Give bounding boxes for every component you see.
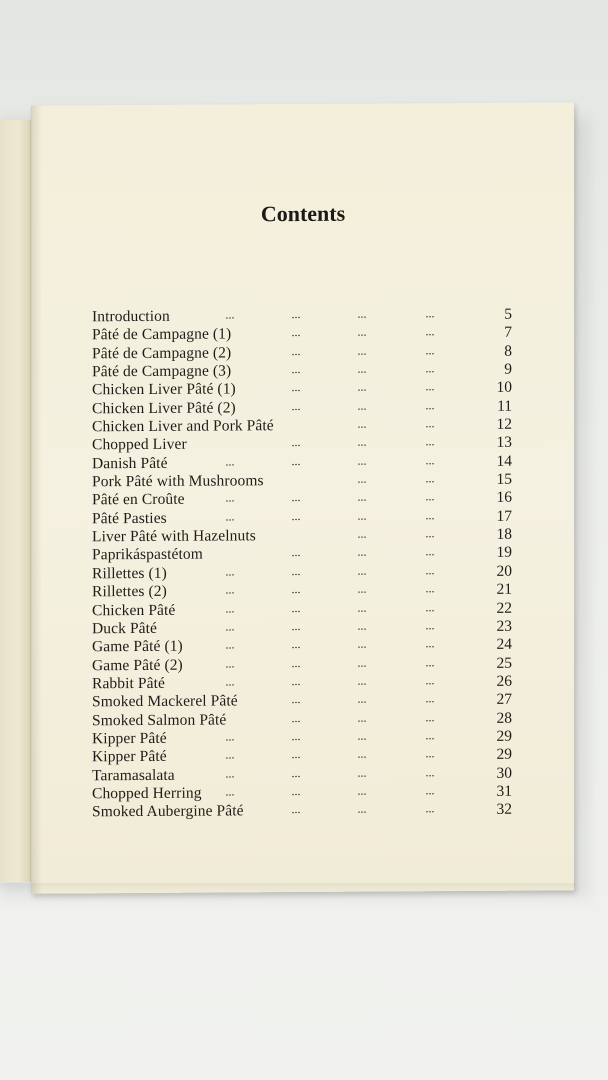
toc-leader-dots: ... [425,324,435,339]
toc-entry-title: Smoked Salmon Pâté [92,711,227,729]
toc-leader-dots: ... [225,766,235,781]
toc-leader-dots: ... [357,710,367,725]
toc-entry-page-number: 18 [496,525,512,543]
toc-leader-dots: ... [425,728,435,743]
toc-entry-page-number: 10 [496,379,512,397]
toc-entry-title: Game Pâté (1) [92,637,183,656]
toc-entry-title: Chopped Herring [92,784,202,803]
toc-leader-dots: ... [225,637,235,652]
toc-entry-page-number: 7 [504,324,512,342]
toc-leader-dots: ... [291,710,301,725]
toc-leader-dots: ... [357,435,367,450]
toc-entry-page-number: 32 [496,801,512,819]
contents-page [31,102,574,893]
toc-entry-page-number: 28 [496,709,512,727]
toc-leader-dots: ... [425,563,435,578]
toc-leader-dots: ... [357,801,367,816]
toc-leader-dots: ... [357,471,367,486]
toc-leader-dots: ... [291,600,301,615]
toc-leader-dots: ... [425,489,435,504]
page-bottom-edge [0,883,575,893]
toc-entry-title: Kipper Pâté [92,748,167,766]
toc-entry-title: Pâté de Campagne (1) [92,325,232,344]
toc-leader-dots: ... [425,342,435,357]
toc-leader-dots: ... [425,379,435,394]
toc-leader-dots: ... [291,380,301,395]
toc-entry-page-number: 23 [496,617,512,635]
toc-entry-page-number: 17 [496,507,512,525]
toc-leader-dots: ... [425,709,435,724]
toc-entry-title: Paprikáspastétom [92,546,203,564]
toc-leader-dots: ... [357,783,367,798]
toc-entry-page-number: 26 [496,672,512,690]
toc-entry-page-number: 11 [497,397,512,415]
toc-leader-dots: ... [225,509,235,524]
toc-leader-dots: ... [357,343,367,358]
toc-leader-dots: ... [357,673,367,688]
toc-leader-dots: ... [291,325,301,340]
toc-leader-dots: ... [357,691,367,706]
toc-entry-page-number: 12 [496,415,512,433]
toc-leader-dots: ... [225,784,235,799]
toc-leader-dots: ... [291,637,301,652]
toc-entry-page-number: 19 [496,544,512,562]
toc-entry-page-number: 22 [496,599,512,617]
toc-leader-dots: ... [357,379,367,395]
toc-entry-page-number: 5 [504,305,512,323]
toc-leader-dots: ... [425,673,435,688]
toc-entry-page-number: 20 [496,562,512,580]
toc-entry-page-number: 27 [496,690,512,709]
toc-leader-dots: ... [291,435,301,450]
toc-entry-title: Chopped Liver [92,436,187,454]
toc-leader-dots: ... [425,764,435,779]
toc-leader-dots: ... [425,691,435,706]
toc-entry-page-number: 16 [496,489,512,507]
toc-leader-dots: ... [425,526,435,541]
toc-entry-page-number: 24 [496,635,512,654]
toc-entry-page-number: 31 [496,782,512,800]
toc-entry-title: Chicken Liver Pâté (1) [92,380,236,399]
toc-leader-dots: ... [291,362,301,377]
toc-leader-dots: ... [291,747,301,762]
toc-leader-dots: ... [225,655,235,671]
toc-leader-dots: ... [291,692,301,707]
page-title: Contents [260,200,346,227]
toc-leader-dots: ... [225,674,235,689]
toc-entry-title: Chicken Pâté [92,601,176,619]
toc-leader-dots: ... [357,416,367,431]
toc-entry-title: Taramasalata [92,766,175,784]
toc-entry-page-number: 25 [496,654,512,672]
toc-leader-dots: ... [291,490,301,505]
toc-entry-page-number: 21 [496,580,512,598]
toc-leader-dots: ... [425,599,435,614]
toc-leader-dots: ... [225,747,235,762]
toc-leader-dots: ... [425,397,435,412]
toc-leader-dots: ... [291,343,301,358]
toc-leader-dots: ... [357,636,367,651]
toc-entry-title: Pork Pâté with Mushrooms [92,472,264,491]
toc-leader-dots: ... [291,307,301,322]
toc-leader-dots: ... [225,490,235,505]
toc-leader-dots: ... [291,582,301,597]
toc-leader-dots: ... [425,452,435,467]
toc-leader-dots: ... [225,582,235,597]
table-of-contents [92,306,512,822]
toc-leader-dots: ... [225,564,235,579]
toc-leader-dots: ... [357,600,367,615]
toc-leader-dots: ... [425,801,435,816]
toc-leader-dots: ... [357,563,367,578]
toc-leader-dots: ... [357,655,367,670]
toc-leader-dots: ... [225,729,235,744]
toc-leader-dots: ... [291,563,301,578]
toc-entry-page-number: 30 [496,764,512,782]
toc-entry-title: Chicken Liver and Pork Pâté [92,417,274,436]
toc-leader-dots: ... [357,746,367,761]
left-page-edge [0,120,31,882]
toc-leader-dots: ... [425,544,435,559]
toc-leader-dots: ... [425,306,435,321]
toc-entry-title: Rillettes (2) [92,582,167,601]
toc-entry-page-number: 15 [496,470,512,488]
toc-entry-title: Smoked Mackerel Pâté [92,692,238,711]
toc-leader-dots: ... [357,765,367,780]
toc-entry-page-number: 29 [496,745,512,764]
toc-leader-dots: ... [425,434,435,449]
toc-leader-dots: ... [291,655,301,670]
toc-leader-dots: ... [425,581,435,596]
toc-leader-dots: ... [291,508,301,523]
toc-leader-dots: ... [357,618,367,633]
toc-leader-dots: ... [425,471,435,486]
toc-leader-dots: ... [425,636,435,651]
toc-leader-dots: ... [425,361,435,376]
toc-leader-dots: ... [291,398,301,413]
toc-leader-dots: ... [357,526,367,541]
toc-leader-dots: ... [425,654,435,669]
toc-entry-title: Game Pâté (2) [92,656,183,674]
toc-leader-dots: ... [357,361,367,376]
toc-entry-title: Chicken Liver Pâté (2) [92,399,236,418]
toc-entry-title: Introduction [92,307,170,326]
toc-entry-title: Rabbit Pâté [92,674,165,693]
toc-entry-title: Duck Pâté [92,619,158,638]
toc-entry-title: Liver Pâté with Hazelnuts [92,527,256,546]
toc-entry-title: Danish Pâté [92,454,168,473]
toc-leader-dots: ... [357,508,367,523]
toc-entry-title: Rillettes (1) [92,564,167,583]
toc-leader-dots: ... [225,600,235,615]
toc-leader-dots: ... [425,507,435,523]
toc-leader-dots: ... [425,416,435,431]
toc-entry-title: Smoked Aubergine Pâté [92,802,244,821]
toc-leader-dots: ... [357,545,367,560]
toc-leader-dots: ... [225,454,235,469]
toc-leader-dots: ... [291,728,301,743]
toc-entry-title: Kipper Pâté [92,729,167,748]
toc-leader-dots: ... [291,453,301,468]
toc-entry-title: Pâté de Campagne (2) [92,344,232,362]
toc-entry-page-number: 13 [496,434,512,452]
toc-entry-page-number: 14 [496,452,512,470]
toc-entry-page-number: 8 [504,342,512,360]
toc-leader-dots: ... [357,728,367,743]
toc-entry-title: Pâté de Campagne (3) [92,362,232,381]
toc-leader-dots: ... [425,783,435,798]
toc-leader-dots: ... [291,618,301,633]
toc-leader-dots: ... [225,307,235,322]
toc-leader-dots: ... [357,324,367,340]
toc-leader-dots: ... [357,581,367,596]
toc-leader-dots: ... [291,545,301,560]
toc-leader-dots: ... [357,306,367,321]
toc-leader-dots: ... [291,802,301,817]
toc-leader-dots: ... [425,746,435,761]
toc-leader-dots: ... [291,673,301,688]
toc-entry-page-number: 9 [504,360,512,378]
toc-leader-dots: ... [357,398,367,413]
toc-leader-dots: ... [357,453,367,468]
toc-entry-title: Pâté en Croûte [92,491,185,509]
toc-entry-title: Pâté Pasties [92,509,167,528]
toc-leader-dots: ... [425,618,435,633]
toc-leader-dots: ... [291,783,301,799]
toc-leader-dots: ... [291,765,301,780]
toc-entry [92,801,512,822]
toc-leader-dots: ... [357,490,367,505]
toc-leader-dots: ... [225,619,235,634]
toc-entry-page-number: 29 [496,727,512,745]
